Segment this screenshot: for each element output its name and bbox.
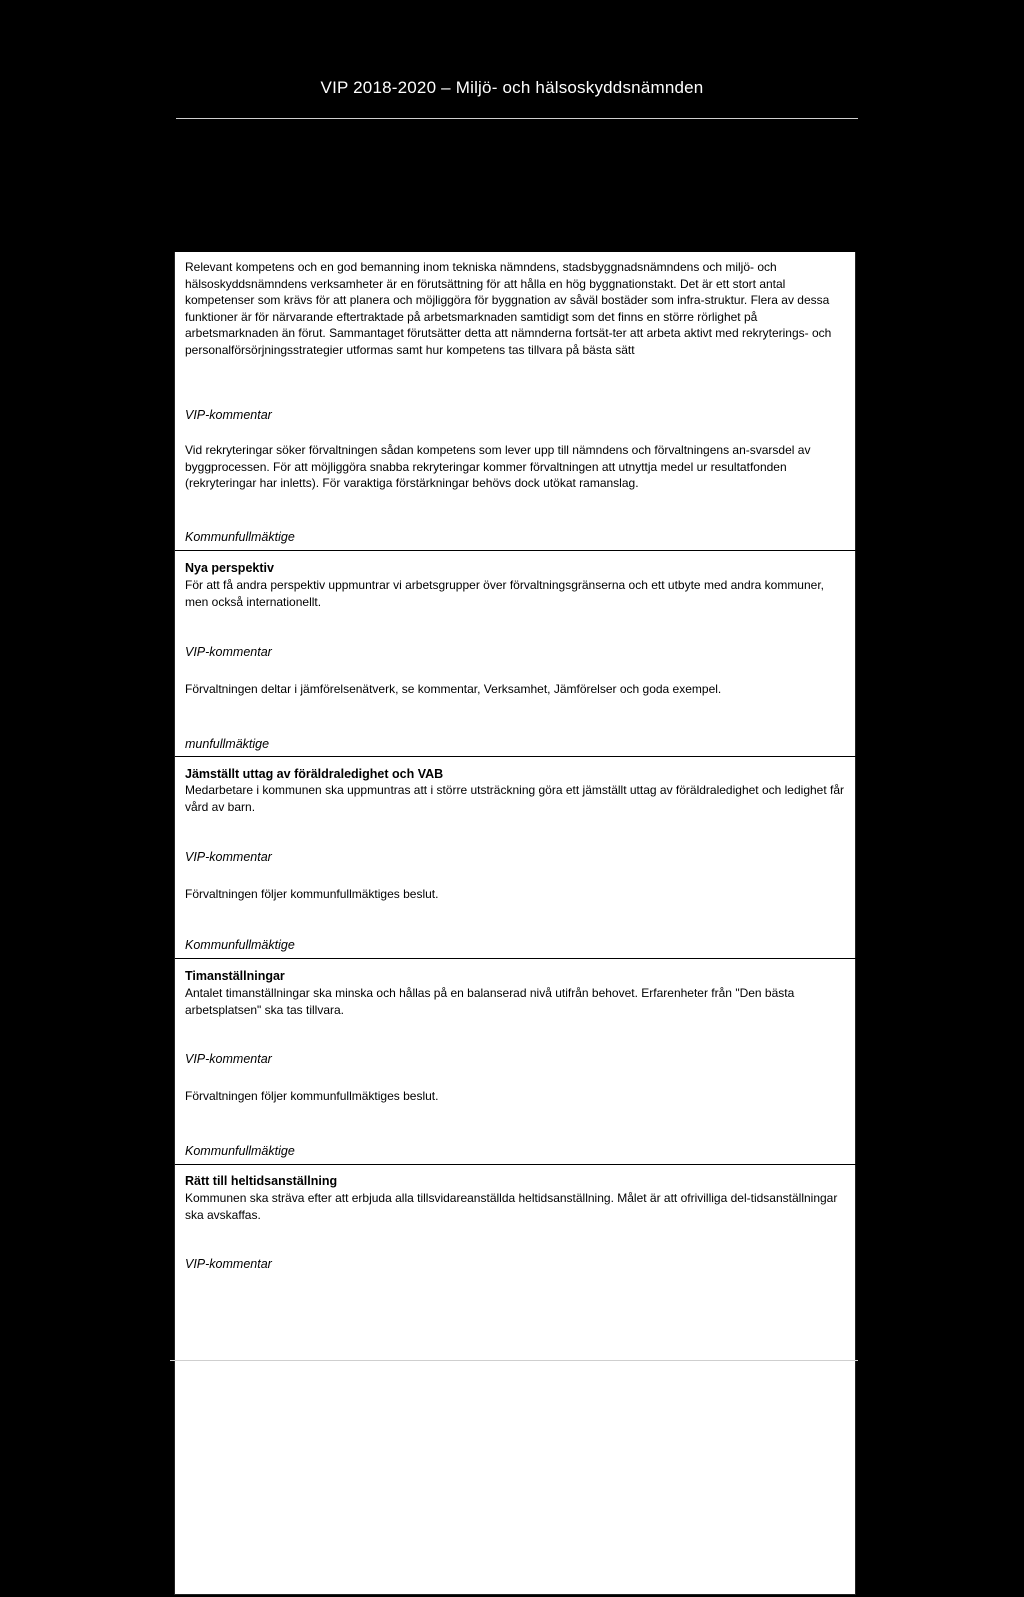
topic-title: Rätt till heltidsanställning [185, 1174, 338, 1188]
topic-title: Jämställt uttag av föräldraledighet och VAB [185, 767, 444, 781]
vip-comment-label: VIP-kommentar [185, 408, 272, 422]
page-number: 22 [501, 1384, 523, 1404]
vip-comment-text: Förvaltningen följer kommunfullmäktiges beslut. [185, 887, 439, 901]
vip-comment-label: VIP-kommentar [185, 645, 272, 659]
kf-label: Kommunfullmäktige [185, 530, 295, 544]
footer-divider [170, 1360, 858, 1361]
kf-label: Kommunfullmäktige [185, 938, 295, 952]
kf-divider [175, 756, 857, 757]
vip-comment-text: Förvaltningen följer kommunfullmäktiges beslut. [185, 1089, 439, 1103]
kf-divider [175, 1164, 857, 1165]
header-divider [176, 118, 858, 119]
kf-label: munfullmäktige [185, 737, 270, 751]
vip-comment-label: VIP-kommentar [185, 1052, 272, 1066]
topic-text: Medarbetare i kommunen ska uppmuntras att i större utsträckning göra ett jämställt uttag av föräldraledighet och ledighet får vård av barn. [185, 783, 845, 814]
vip-comment-text: Förvaltningen deltar i jämförelsenätverk, se kommentar, Verksamhet, Jämförelser och goda exempel. [185, 682, 722, 696]
topic-title: Nya perspektiv [185, 561, 274, 575]
topic-text: För att få andra perspektiv uppmuntrar vi arbetsgrupper över förvaltningsgränserna och ett utbyte med andra kommuner, men också internationellt. [185, 578, 824, 609]
topic-text: Antalet timanställningar ska minska och hållas på en balanserad nivå utifrån behovet. Erfarenheter från "Den bästa arbetsplatsen" ska tas tillvara. [185, 986, 795, 1017]
page-header: VIP 2018-2020 – Miljö- och hälsoskyddsnämnden [320, 78, 704, 97]
vip-comment-label: VIP-kommentar [185, 850, 272, 864]
kf-divider [175, 550, 857, 551]
intro-paragraph: Relevant kompetens och en god bemanning inom tekniska nämndens, stadsbyggnadsnämndens och miljö- och hälsoskyddsnämndens verksamheter är en förutsättning för att hålla en hög byggnationstakt. Det är ett stort antal kompetenser som krävs för att planera och möjliggöra för byggnation av såväl bostäder som infra-struktur. Flera av dessa funktioner är för närvarande eftertraktade på arbetsmarknaden samtidigt som det finns en större rörlighet på arbetsmarknaden än förut. Sammantaget förutsätter detta att nämnderna fortsät-ter att arbeta aktivt med rekryterings- och personalförsörjningsstrategier utformas samt hur kompetens tas tillvara på bästa sätt [185, 260, 832, 357]
kf-label: Kommunfullmäktige [185, 1144, 295, 1158]
topic-text: Kommunen ska sträva efter att erbjuda alla tillsvidareanställda heltidsanställning. Målet är att ofrivilliga del-tidsanställningar ska avskaffas. [185, 1191, 838, 1222]
vip-comment-label: VIP-kommentar [185, 1257, 272, 1271]
topic-title: Timanställningar [185, 969, 285, 983]
kf-divider [175, 958, 857, 959]
vip-comment-text: Vid rekryteringar söker förvaltningen sådan kompetens som lever upp till nämndens och förvaltningens an-svarsdel av byggprocessen. För att möjliggöra snabba rekryteringar kommer förvaltningen att utnyttja medel ur resultatfonden (rekryteringar har inletts). För varaktiga förstärkningar behövs dock utökat ramanslag. [185, 443, 811, 490]
